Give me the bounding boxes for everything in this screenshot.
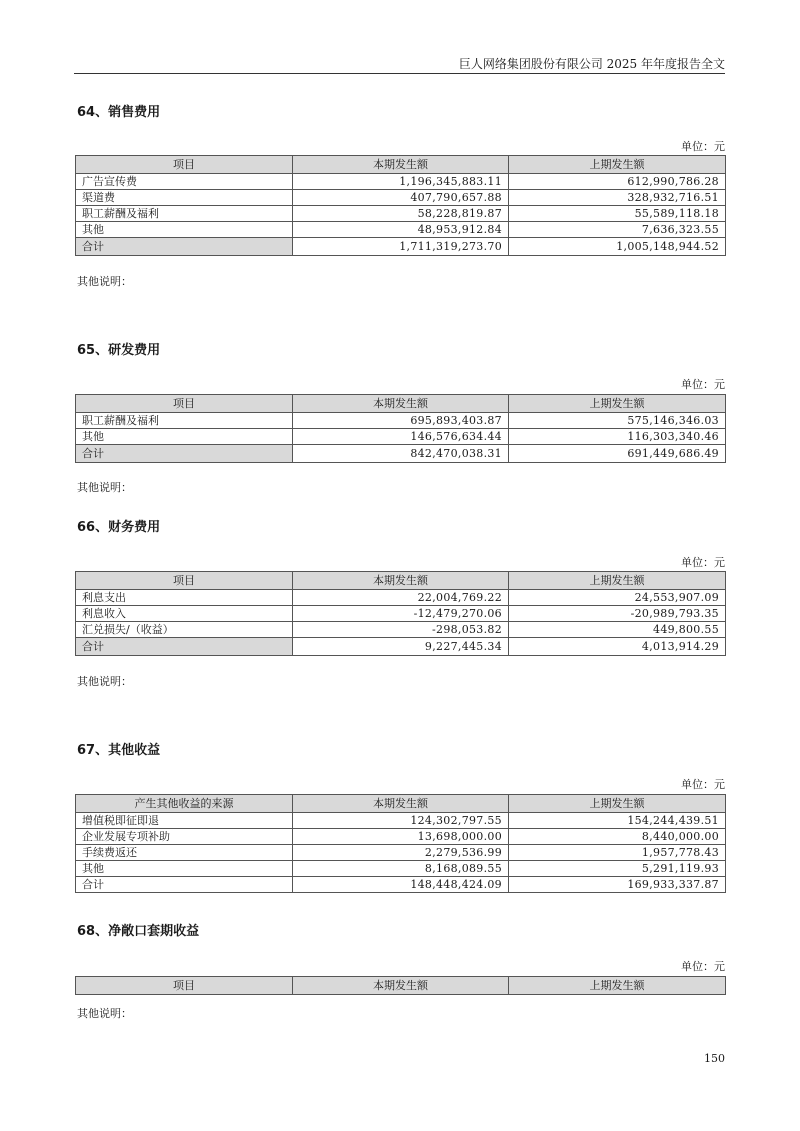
prior-period-value: 24,553,907.09: [509, 590, 726, 606]
column-header: 上期发生额: [509, 572, 726, 590]
table-row: [76, 845, 726, 861]
table-row: [76, 813, 726, 829]
current-period-value: 13,698,000.00: [293, 829, 509, 845]
table-row: [76, 429, 726, 445]
net-exposure-hedging-table: [75, 976, 726, 995]
current-period-value: 1,196,345,883.11: [293, 174, 509, 190]
current-period-value: 1,711,319,273.70: [293, 238, 509, 256]
column-header: 本期发生额: [293, 795, 509, 813]
column-header: 上期发生额: [509, 977, 726, 995]
current-period-value: 407,790,657.88: [293, 190, 509, 206]
table-row: [76, 622, 726, 638]
rd-expenses-table: [75, 394, 726, 463]
current-period-value: 148,448,424.09: [293, 877, 509, 893]
current-period-value: 48,953,912.84: [293, 222, 509, 238]
column-header: 项目: [76, 572, 293, 590]
prior-period-value: 8,440,000.00: [509, 829, 726, 845]
row-label: 利息支出: [76, 590, 293, 606]
current-period-value: 58,228,819.87: [293, 206, 509, 222]
column-header: 项目: [76, 395, 293, 413]
unit-label: 单位：元: [681, 778, 725, 791]
section-title-financial-expenses: 66、财务费用: [77, 520, 161, 535]
selling-expenses-table: [75, 155, 726, 256]
current-period-value: 124,302,797.55: [293, 813, 509, 829]
unit-label: 单位：元: [681, 960, 725, 973]
prior-period-value: 612,990,786.28: [509, 174, 726, 190]
other-notes: 其他说明：: [77, 275, 132, 288]
current-period-value: 9,227,445.34: [293, 638, 509, 656]
prior-period-value: 5,291,119.93: [509, 861, 726, 877]
total-row: [76, 445, 726, 463]
table-row: [76, 861, 726, 877]
current-period-value: -12,479,270.06: [293, 606, 509, 622]
table-header-row: [76, 572, 726, 590]
section-title-selling-expenses: 64、销售费用: [77, 105, 161, 120]
row-label: 广告宣传费: [76, 174, 293, 190]
total-row: [76, 877, 726, 893]
other-notes: 其他说明：: [77, 1007, 132, 1020]
prior-period-value: 116,303,340.46: [509, 429, 726, 445]
column-header: 本期发生额: [293, 977, 509, 995]
current-period-value: 146,576,634.44: [293, 429, 509, 445]
other-notes: 其他说明：: [77, 481, 132, 494]
row-label: 合计: [76, 238, 293, 256]
current-period-value: 8,168,089.55: [293, 861, 509, 877]
column-header: 本期发生额: [293, 572, 509, 590]
unit-label: 单位：元: [681, 140, 725, 153]
section-title-other-income: 67、其他收益: [77, 743, 161, 758]
current-period-value: 695,893,403.87: [293, 413, 509, 429]
table-row: [76, 190, 726, 206]
table-header-row: [76, 795, 726, 813]
row-label: 汇兑损失/（收益）: [76, 622, 293, 638]
table-row: [76, 206, 726, 222]
column-header: 上期发生额: [509, 156, 726, 174]
table-header-row: [76, 977, 726, 995]
current-period-value: 22,004,769.22: [293, 590, 509, 606]
section-title-net-exposure-hedging: 68、净敞口套期收益: [77, 924, 200, 939]
other-income-table: [75, 794, 726, 893]
table-header-row: [76, 156, 726, 174]
table-row: [76, 413, 726, 429]
table-row: [76, 829, 726, 845]
column-header: 产生其他收益的来源: [76, 795, 293, 813]
prior-period-value: 7,636,323.55: [509, 222, 726, 238]
row-label: 合计: [76, 638, 293, 656]
prior-period-value: 4,013,914.29: [509, 638, 726, 656]
row-label: 其他: [76, 222, 293, 238]
page-number: 150: [704, 1052, 725, 1065]
other-notes: 其他说明：: [77, 675, 132, 688]
prior-period-value: 169,933,337.87: [509, 877, 726, 893]
row-label: 职工薪酬及福利: [76, 413, 293, 429]
prior-period-value: -20,989,793.35: [509, 606, 726, 622]
total-row: [76, 238, 726, 256]
row-label: 渠道费: [76, 190, 293, 206]
table-row: [76, 606, 726, 622]
row-label: 其他: [76, 429, 293, 445]
prior-period-value: 1,005,148,944.52: [509, 238, 726, 256]
column-header: 上期发生额: [509, 395, 726, 413]
row-label: 其他: [76, 861, 293, 877]
total-row: [76, 638, 726, 656]
section-title-rd-expenses: 65、研发费用: [77, 343, 161, 358]
row-label: 企业发展专项补助: [76, 829, 293, 845]
row-label: 合计: [76, 877, 293, 893]
column-header: 项目: [76, 156, 293, 174]
row-label: 手续费返还: [76, 845, 293, 861]
table-row: [76, 174, 726, 190]
page-header: 巨人网络集团股份有限公司 2025 年年度报告全文: [74, 56, 725, 74]
current-period-value: -298,053.82: [293, 622, 509, 638]
prior-period-value: 1,957,778.43: [509, 845, 726, 861]
row-label: 增值税即征即退: [76, 813, 293, 829]
prior-period-value: 328,932,716.51: [509, 190, 726, 206]
unit-label: 单位：元: [681, 378, 725, 391]
current-period-value: 2,279,536.99: [293, 845, 509, 861]
column-header: 本期发生额: [293, 395, 509, 413]
table-row: [76, 590, 726, 606]
row-label: 合计: [76, 445, 293, 463]
prior-period-value: 691,449,686.49: [509, 445, 726, 463]
current-period-value: 842,470,038.31: [293, 445, 509, 463]
prior-period-value: 575,146,346.03: [509, 413, 726, 429]
unit-label: 单位：元: [681, 556, 725, 569]
row-label: 利息收入: [76, 606, 293, 622]
column-header: 上期发生额: [509, 795, 726, 813]
column-header: 项目: [76, 977, 293, 995]
prior-period-value: 449,800.55: [509, 622, 726, 638]
financial-expenses-table: [75, 571, 726, 656]
table-header-row: [76, 395, 726, 413]
prior-period-value: 154,244,439.51: [509, 813, 726, 829]
table-row: [76, 222, 726, 238]
column-header: 本期发生额: [293, 156, 509, 174]
row-label: 职工薪酬及福利: [76, 206, 293, 222]
prior-period-value: 55,589,118.18: [509, 206, 726, 222]
